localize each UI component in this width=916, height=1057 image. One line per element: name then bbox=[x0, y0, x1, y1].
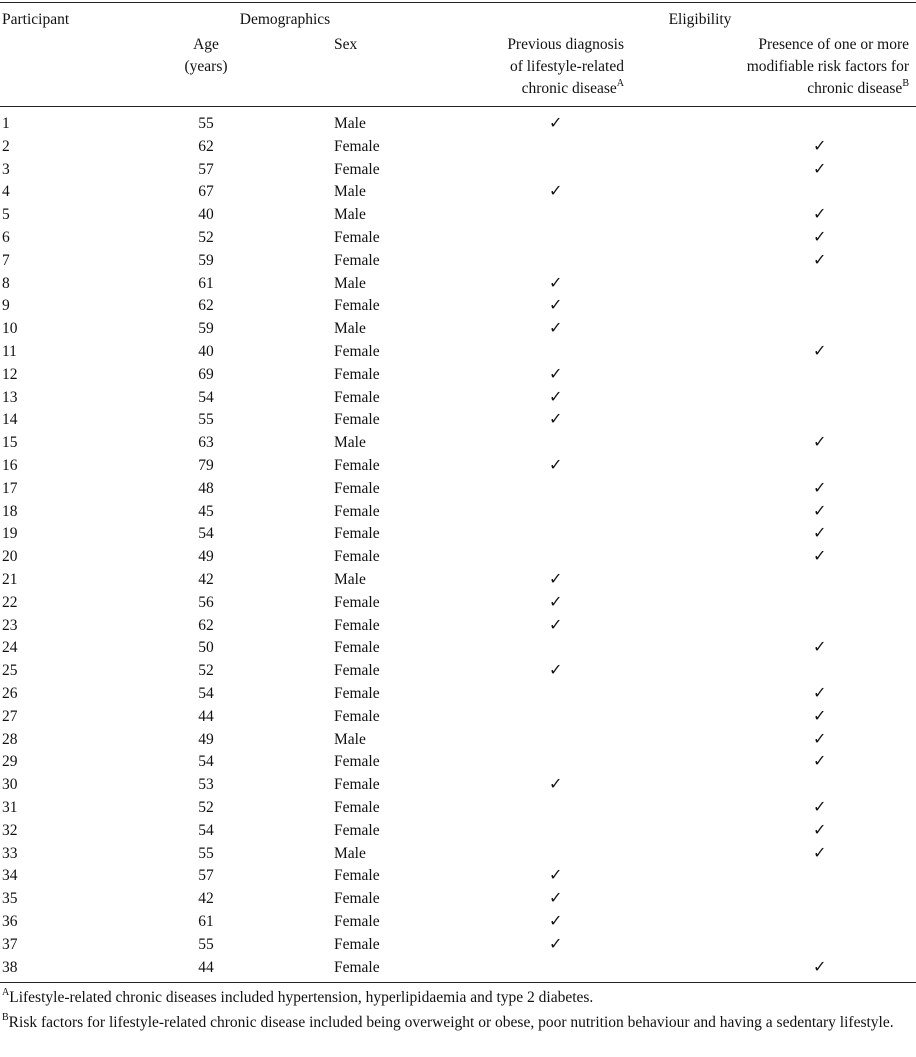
cell-age: 63 bbox=[198, 434, 214, 451]
cell-participant: 10 bbox=[2, 320, 18, 337]
check-icon: ✓ bbox=[813, 480, 827, 497]
cell-participant: 29 bbox=[2, 753, 18, 770]
cell-age: 62 bbox=[198, 297, 214, 314]
cell-age: 49 bbox=[198, 731, 214, 748]
check-icon: ✓ bbox=[813, 639, 827, 656]
cell-sex: Female bbox=[334, 617, 380, 634]
cell-sex: Male bbox=[334, 571, 366, 588]
cell-age: 40 bbox=[198, 206, 214, 223]
check-icon: ✓ bbox=[813, 503, 827, 520]
check-icon: ✓ bbox=[549, 275, 563, 292]
cell-age: 54 bbox=[198, 685, 214, 702]
footnote-b: $^B$Risk factors for lifestyle-related chronic disease included being overweight or obese, poor nutrition behaviour and having a sedentary lifestyle. bbox=[2, 1011, 894, 1031]
cell-sex: Female bbox=[334, 594, 380, 611]
cell-participant: 14 bbox=[2, 411, 18, 428]
check-icon: ✓ bbox=[549, 662, 563, 679]
header-previous-diagnosis-1: Previous diagnosis bbox=[507, 36, 624, 53]
check-icon: ✓ bbox=[813, 708, 827, 725]
cell-sex: Female bbox=[334, 343, 380, 360]
cell-participant: 34 bbox=[2, 867, 18, 884]
cell-sex: Female bbox=[334, 799, 380, 816]
check-icon: ✓ bbox=[549, 936, 563, 953]
cell-sex: Female bbox=[334, 229, 380, 246]
check-icon: ✓ bbox=[813, 799, 827, 816]
cell-age: 61 bbox=[198, 913, 214, 930]
cell-participant: 36 bbox=[2, 913, 18, 930]
cell-sex: Female bbox=[334, 457, 380, 474]
cell-participant: 38 bbox=[2, 959, 18, 976]
cell-participant: 4 bbox=[2, 183, 10, 200]
cell-age: 45 bbox=[198, 503, 214, 520]
cell-sex: Female bbox=[334, 548, 380, 565]
cell-sex: Male bbox=[334, 731, 366, 748]
cell-participant: 27 bbox=[2, 708, 18, 725]
cell-participant: 33 bbox=[2, 845, 18, 862]
header-risk-factors-3: chronic disease$^B$ bbox=[807, 77, 909, 97]
cell-participant: 35 bbox=[2, 890, 18, 907]
cell-age: 49 bbox=[198, 548, 214, 565]
cell-participant: 25 bbox=[2, 662, 18, 679]
check-icon: ✓ bbox=[549, 320, 563, 337]
cell-age: 54 bbox=[198, 753, 214, 770]
cell-age: 54 bbox=[198, 525, 214, 542]
cell-sex: Female bbox=[334, 161, 380, 178]
cell-age: 59 bbox=[198, 252, 214, 269]
check-icon: ✓ bbox=[549, 411, 563, 428]
cell-participant: 9 bbox=[2, 297, 10, 314]
header-sex: Sex bbox=[334, 36, 358, 53]
cell-age: 42 bbox=[198, 890, 214, 907]
cell-sex: Male bbox=[334, 434, 366, 451]
cell-participant: 16 bbox=[2, 457, 18, 474]
cell-participant: 24 bbox=[2, 639, 18, 656]
cell-age: 59 bbox=[198, 320, 214, 337]
cell-participant: 2 bbox=[2, 138, 10, 155]
cell-age: 42 bbox=[198, 571, 214, 588]
check-icon: ✓ bbox=[549, 617, 563, 634]
cell-participant: 22 bbox=[2, 594, 18, 611]
cell-age: 57 bbox=[198, 867, 214, 884]
check-icon: ✓ bbox=[813, 731, 827, 748]
cell-sex: Female bbox=[334, 708, 380, 725]
cell-participant: 23 bbox=[2, 617, 18, 634]
cell-sex: Female bbox=[334, 685, 380, 702]
cell-participant: 3 bbox=[2, 161, 10, 178]
cell-sex: Male bbox=[334, 183, 366, 200]
cell-participant: 26 bbox=[2, 685, 18, 702]
check-icon: ✓ bbox=[813, 434, 827, 451]
check-icon: ✓ bbox=[549, 776, 563, 793]
cell-sex: Female bbox=[334, 867, 380, 884]
check-icon: ✓ bbox=[813, 959, 827, 976]
cell-age: 53 bbox=[198, 776, 214, 793]
cell-age: 79 bbox=[198, 457, 214, 474]
cell-age: 57 bbox=[198, 161, 214, 178]
cell-age: 62 bbox=[198, 617, 214, 634]
check-icon: ✓ bbox=[813, 138, 827, 155]
check-icon: ✓ bbox=[813, 822, 827, 839]
cell-participant: 31 bbox=[2, 799, 18, 816]
cell-participant: 8 bbox=[2, 275, 10, 292]
check-icon: ✓ bbox=[813, 343, 827, 360]
cell-sex: Female bbox=[334, 297, 380, 314]
cell-sex: Female bbox=[334, 639, 380, 656]
cell-participant: 6 bbox=[2, 229, 10, 246]
cell-participant: 5 bbox=[2, 206, 10, 223]
check-icon: ✓ bbox=[549, 867, 563, 884]
cell-age: 52 bbox=[198, 229, 214, 246]
header-eligibility: Eligibility bbox=[668, 11, 732, 28]
check-icon: ✓ bbox=[549, 571, 563, 588]
cell-participant: 17 bbox=[2, 480, 18, 497]
check-icon: ✓ bbox=[549, 913, 563, 930]
cell-age: 55 bbox=[198, 115, 214, 132]
cell-sex: Female bbox=[334, 662, 380, 679]
cell-sex: Female bbox=[334, 753, 380, 770]
check-icon: ✓ bbox=[813, 845, 827, 862]
cell-age: 48 bbox=[198, 480, 214, 497]
cell-participant: 13 bbox=[2, 389, 18, 406]
cell-age: 55 bbox=[198, 845, 214, 862]
cell-participant: 32 bbox=[2, 822, 18, 839]
cell-age: 50 bbox=[198, 639, 214, 656]
check-icon: ✓ bbox=[549, 457, 563, 474]
cell-age: 55 bbox=[198, 411, 214, 428]
header-age: Age bbox=[193, 36, 219, 53]
check-icon: ✓ bbox=[813, 548, 827, 565]
cell-sex: Female bbox=[334, 503, 380, 520]
check-icon: ✓ bbox=[549, 183, 563, 200]
cell-age: 55 bbox=[198, 936, 214, 953]
check-icon: ✓ bbox=[813, 229, 827, 246]
check-icon: ✓ bbox=[813, 252, 827, 269]
bottom-rule bbox=[0, 982, 916, 983]
cell-age: 67 bbox=[198, 183, 214, 200]
check-icon: ✓ bbox=[549, 115, 563, 132]
cell-sex: Female bbox=[334, 389, 380, 406]
header-risk-factors-2: modifiable risk factors for bbox=[746, 58, 909, 75]
top-rule bbox=[0, 2, 916, 3]
cell-participant: 18 bbox=[2, 503, 18, 520]
cell-sex: Male bbox=[334, 115, 366, 132]
header-demographics: Demographics bbox=[239, 11, 331, 28]
check-icon: ✓ bbox=[813, 685, 827, 702]
cell-age: 62 bbox=[198, 138, 214, 155]
check-icon: ✓ bbox=[813, 206, 827, 223]
cell-age: 52 bbox=[198, 662, 214, 679]
cell-participant: 19 bbox=[2, 525, 18, 542]
cell-participant: 7 bbox=[2, 252, 10, 269]
footnote-marker-b: B bbox=[902, 77, 909, 89]
cell-age: 44 bbox=[198, 708, 214, 725]
cell-sex: Female bbox=[334, 913, 380, 930]
cell-participant: 30 bbox=[2, 776, 18, 793]
header-participant: Participant bbox=[2, 11, 70, 28]
check-icon: ✓ bbox=[549, 594, 563, 611]
cell-sex: Female bbox=[334, 411, 380, 428]
cell-participant: 12 bbox=[2, 366, 18, 383]
cell-sex: Female bbox=[334, 138, 380, 155]
cell-participant: 21 bbox=[2, 571, 18, 588]
cell-age: 52 bbox=[198, 799, 214, 816]
cell-participant: 37 bbox=[2, 936, 18, 953]
cell-sex: Female bbox=[334, 822, 380, 839]
footnote-marker-a: A bbox=[616, 77, 624, 89]
cell-age: 69 bbox=[198, 366, 214, 383]
cell-sex: Male bbox=[334, 320, 366, 337]
header-previous-diagnosis-2: of lifestyle-related bbox=[509, 58, 624, 75]
cell-sex: Male bbox=[334, 845, 366, 862]
cell-participant: 28 bbox=[2, 731, 18, 748]
check-icon: ✓ bbox=[549, 890, 563, 907]
cell-sex: Male bbox=[334, 275, 366, 292]
cell-participant: 11 bbox=[2, 343, 17, 360]
cell-sex: Female bbox=[334, 959, 380, 976]
check-icon: ✓ bbox=[549, 297, 563, 314]
header-previous-diagnosis-3: chronic disease$^A$ bbox=[521, 77, 624, 97]
cell-participant: 1 bbox=[2, 115, 10, 132]
cell-sex: Female bbox=[334, 936, 380, 953]
cell-sex: Female bbox=[334, 890, 380, 907]
cell-age: 44 bbox=[198, 959, 214, 976]
cell-sex: Female bbox=[334, 366, 380, 383]
cell-sex: Female bbox=[334, 252, 380, 269]
cell-sex: Female bbox=[334, 525, 380, 542]
check-icon: ✓ bbox=[549, 366, 563, 383]
check-icon: ✓ bbox=[813, 753, 827, 770]
cell-sex: Female bbox=[334, 776, 380, 793]
cell-age: 40 bbox=[198, 343, 214, 360]
check-icon: ✓ bbox=[813, 525, 827, 542]
cell-participant: 15 bbox=[2, 434, 18, 451]
header-rule bbox=[0, 106, 916, 107]
header-age-unit: (years) bbox=[184, 58, 228, 75]
cell-participant: 20 bbox=[2, 548, 18, 565]
cell-age: 61 bbox=[198, 275, 214, 292]
footnote-a: $^A$Lifestyle-related chronic diseases included hypertension, hyperlipidaemia and type 2 diabetes. bbox=[2, 986, 594, 1006]
cell-age: 54 bbox=[198, 389, 214, 406]
cell-sex: Female bbox=[334, 480, 380, 497]
cell-age: 56 bbox=[198, 594, 214, 611]
cell-sex: Male bbox=[334, 206, 366, 223]
header-risk-factors-1: Presence of one or more bbox=[758, 36, 909, 53]
check-icon: ✓ bbox=[549, 389, 563, 406]
cell-age: 54 bbox=[198, 822, 214, 839]
check-icon: ✓ bbox=[813, 161, 827, 178]
